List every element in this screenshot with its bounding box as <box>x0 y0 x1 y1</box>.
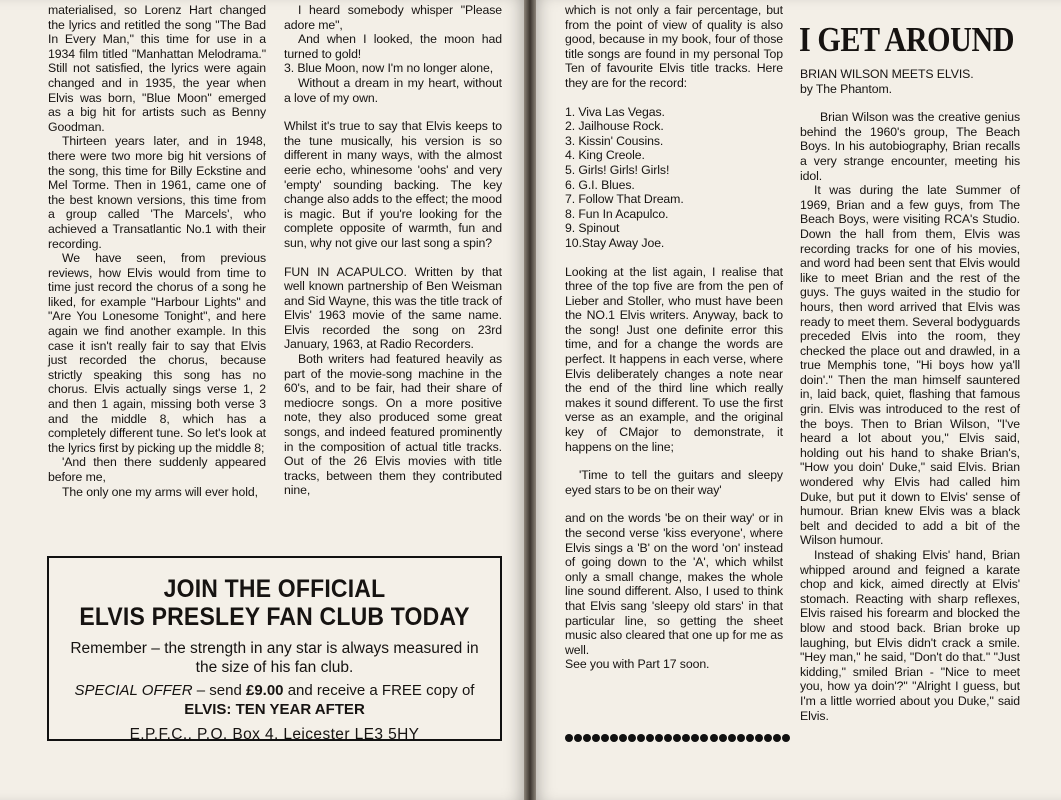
paragraph: Both writers had featured heavily as part of the movie-song machine in the 60's, and to be fair, had their share of mediocre songs. On a more positive note, they also produced some great songs, and indeed featured prominently in the composition of actual title tracks. Out of the 26 Elvis movies with title tracks, between them they contributed nine, <box>284 352 502 498</box>
divider-dot <box>682 734 690 742</box>
page-gutter <box>524 0 536 800</box>
list-item: 7. Follow That Dream. <box>565 192 684 207</box>
divider-dot <box>728 734 736 742</box>
divider-dot <box>673 734 681 742</box>
article-byline: by The Phantom. <box>800 81 892 96</box>
paragraph-gap <box>565 91 783 105</box>
divider-dot <box>574 734 582 742</box>
paragraph: materialised, so Lorenz Hart changed the lyrics and retitled the song "The Bad In Every Man," this time for use in a 1934 film titled "Manhattan Melodrama." Still not satisfied, the lyrics were again changed and in 1935, the year when Elvis was born, "Blue Moon" emerged as a big hit for artists such as Benny Goodman. <box>48 3 266 134</box>
divider-dot <box>565 734 573 742</box>
article-subtitle: BRIAN WILSON MEETS ELVIS. <box>800 67 974 81</box>
offer-text: and receive a FREE copy of <box>283 682 475 699</box>
list-item: 2. Jailhouse Rock. <box>565 119 664 134</box>
list-item: 1. Viva Las Vegas. <box>565 104 665 119</box>
advert-body: Remember – the strength in any star is always measured in the size of his fan club. <box>70 640 479 676</box>
divider-dot <box>755 734 763 742</box>
divider-dot <box>710 734 718 742</box>
lyric-quote: 'Time to tell the guitars and sleepy eyed stars to be on their way' <box>565 468 783 497</box>
paragraph: FUN IN ACAPULCO. Written by that well known partnership of Ben Weisman and Sid Wayne, this was the title track of Elvis' 1963 movie of the same name. Elvis recorded the song on 23rd January, 1963, at Radio Recorders. <box>284 264 502 352</box>
top-ten-list <box>565 105 783 251</box>
divider-dot <box>764 734 772 742</box>
list-item: 5. Girls! Girls! Girls! <box>565 162 670 177</box>
article-title: I GET AROUND <box>799 20 1015 59</box>
advert-book-title: ELVIS: TEN YEAR AFTER <box>184 701 365 718</box>
right-column-2 <box>800 67 1020 723</box>
divider-dot <box>592 734 600 742</box>
left-column-2 <box>284 3 502 498</box>
list-item: 10.Stay Away Joe. <box>565 235 665 250</box>
paragraph: Whilst it's true to say that Elvis keeps to the tune musically, his version is so different in many ways, with the almost eerie echo, whinesome 'oohs' and very 'empty' sounding backing. The key change also adds to the effect; the mood is magic. But if you're looking for the complete opposite of warmth, fun and sun, why not give our last song a spin? <box>284 119 502 250</box>
divider-dot <box>782 734 790 742</box>
advert-offer <box>49 681 500 700</box>
lyric-line: And when I looked, the moon had turned to gold! <box>284 32 502 61</box>
list-item: 6. G.I. Blues. <box>565 177 635 192</box>
divider-dot <box>628 734 636 742</box>
paragraph: which is not only a fair percentage, but from the point of view of quality is also good, because in my book, four of those title songs are found in my personal Top Ten of favourite Elvis title tracks. Here they are for the record: <box>565 3 783 90</box>
divider-dot <box>610 734 618 742</box>
advert-address: E.P.F.C., P.O. Box 4, Leicester LE3 5HY <box>129 726 420 743</box>
divider-dot <box>601 734 609 742</box>
right-column-1 <box>565 3 783 672</box>
offer-price: £9.00 <box>245 682 284 699</box>
divider-dot <box>746 734 754 742</box>
lyric-line: 3. Blue Moon, now I'm no longer alone, <box>284 61 494 76</box>
lyric-line: The only one my arms will ever hold, <box>62 484 258 499</box>
paragraph: Thirteen years later, and in 1948, there were two more big hit versions of the song, this time for Billy Eckstine and Mel Torme. Then in 1961, came one of the best known versions, this time from a group called 'The Marcels', who achieved a Transatlantic No.1 with their recording. <box>48 134 266 251</box>
offer-text: – send <box>192 682 246 699</box>
divider-dot <box>700 734 708 742</box>
paragraph: and on the words 'be on their way' or in the second verse 'kiss everyone', where Elvis sings a 'B' on the word 'on' instead of going down to the 'A', which whilst only a small change, makes the whole line sound different. Also, I used to think that Elvis sang 'sleepy old stars' in that particular line, so getting the sheet music also cleared that one up for me as well. <box>565 511 783 657</box>
divider-dot <box>719 734 727 742</box>
paragraph: It was during the late Summer of 1969, Brian and a few guys, from The Beach Boys, were visiting RCA's Studio. Down the hall from them, Elvis was recording tracks for one of his movies, and word had been sent that Elvis would like to meet Brian and the rest of the guys. The guys waited in the studio for hours, then word arrived that Elvis was ready to meet them. Several bodyguards preceded Elvis into the room, they checked the place out and drawled, in a true Memphis tone, "Hi boys how ya'll doin'." Then the man himself sauntered in, laid back, quiet, flashing that famous grin. Elvis was introduced to the rest of the boys. Then to Brian Wilson, "I've heard a lot about you," Elvis said, holding out his hand to shake Brian's, "How you doin' Duke," said Elvis. Brian wondered why Elvis had called him Duke, but put it down to Elvis' sense of humour. Brian knew Elvis was a black belt and decided to add a bit of the Wilson humour. <box>800 183 1020 548</box>
paragraph: Brian Wilson was the creative genius behind the 1960's group, The Beach Boys. In his autobiography, Brian recalls a very strange encounter, meeting his idol. <box>800 110 1020 183</box>
divider-dot <box>664 734 672 742</box>
divider-dot <box>583 734 591 742</box>
list-item: 9. Spinout <box>565 221 620 236</box>
list-item: 3. Kissin' Cousins. <box>565 133 664 148</box>
paragraph: Looking at the list again, I realise that three of the top five are from the pen of Lieber and Stoller, who must have been the NO.1 Elvis writers. Anyway, back to the song! Just one definite error this time, and for a change the words are perfect. It happens in each verse, where Elvis deliberately changes a note near the end of the third line which really makes it sound different. To use the first verse as an example, and the original key of CMajor to demonstrate, it happens on the line; <box>565 264 783 454</box>
list-item: 8. Fun In Acapulco. <box>565 206 669 221</box>
divider-dot <box>737 734 745 742</box>
advert-heading: ELVIS PRESLEY FAN CLUB TODAY <box>79 603 470 631</box>
divider-dot <box>773 734 781 742</box>
paragraph-gap <box>565 251 783 265</box>
paragraph-gap <box>565 454 783 468</box>
left-column-1 <box>48 3 266 499</box>
paragraph-gap <box>284 105 502 119</box>
paragraph-gap <box>565 497 783 511</box>
divider-dots <box>565 734 790 742</box>
advert-heading: JOIN THE OFFICIAL <box>163 575 386 603</box>
lyric-line: 'And then there suddenly appeared before me, <box>48 455 266 484</box>
divider-dot <box>619 734 627 742</box>
lyric-line: Without a dream in my heart, without a love of my own. <box>284 75 502 105</box>
divider-dot <box>691 734 699 742</box>
list-item: 4. King Creole. <box>565 148 645 163</box>
divider-dot <box>646 734 654 742</box>
paragraph-gap <box>800 96 1020 110</box>
paragraph: Instead of shaking Elvis' hand, Brian whipped around and feigned a karate chop and kick, aimed directly at Elvis' stomach. Reacting with sharp reflexes, Elvis raised his forearm and blocked the blow and stood back. Brian broke up laughing, but Elvis didn't crack a smile. "Hey man," he said, "Don't do that." "Just kidding," smiled Brian - "Nice to meet you, how ya doin'?" "Alright I guess, but I'm a little worried about you Duke," said Elvis. <box>800 548 1020 723</box>
fan-club-advert <box>47 556 502 741</box>
divider-dot <box>637 734 645 742</box>
offer-label: SPECIAL OFFER <box>74 682 193 699</box>
lyric-line: I heard somebody whisper "Please adore me", <box>284 3 502 32</box>
sign-off: See you with Part 17 soon. <box>565 657 710 672</box>
paragraph: We have seen, from previous reviews, how Elvis would from time to time just record the chorus of a song he liked, for example "Harbour Lights" and "Are You Lonesome Tonight", and here again we find another example. In this case it isn't really fair to say that Elvis just recorded the chorus, because strictly speaking this song has no chorus. Elvis actually sings verse 1, 2 and then 1 again, missing both verse 3 and the middle 8, which has a completely different tune. So let's look at the lyrics first by picking up the middle 8; <box>48 251 266 455</box>
divider-dot <box>655 734 663 742</box>
paragraph-gap <box>284 251 502 265</box>
